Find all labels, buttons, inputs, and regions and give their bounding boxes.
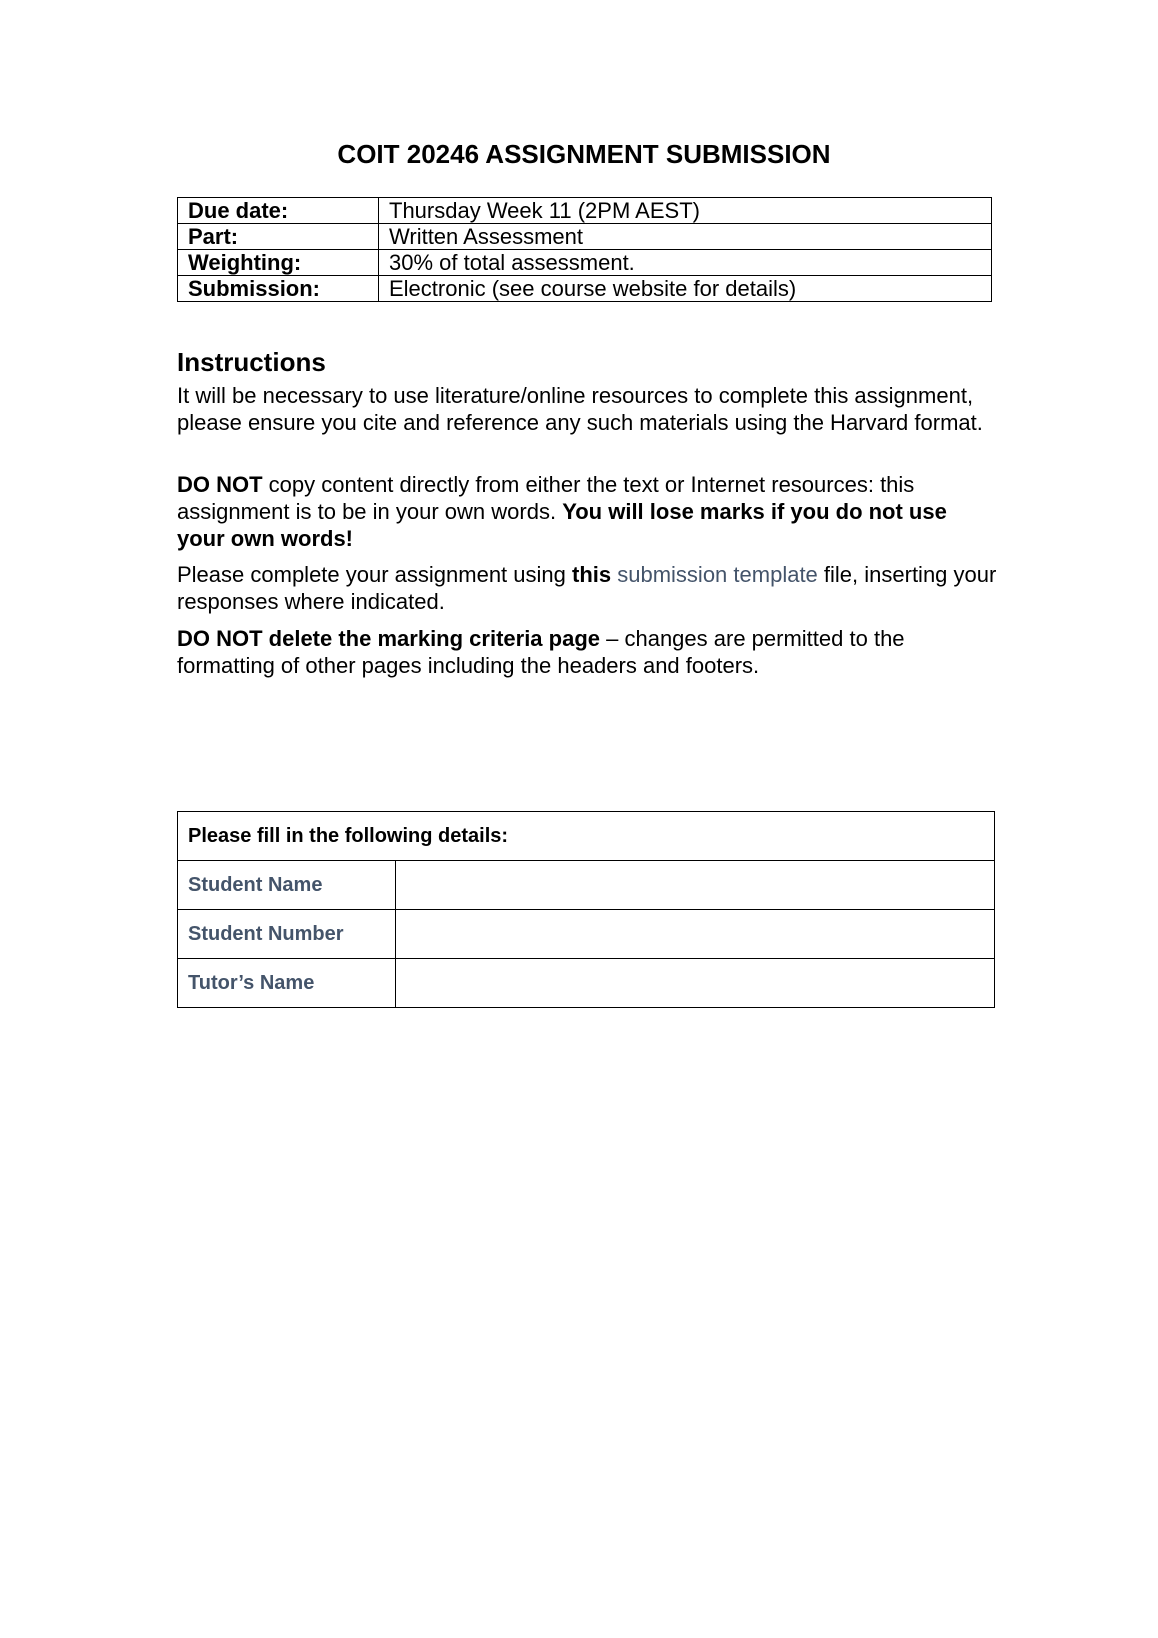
instructions-paragraph-marking-criteria <box>177 625 997 679</box>
paragraph-text: copy content directly from either the text or Internet resources: this assignment is to be in your own words. <box>177 472 915 524</box>
tutor-name-label: Tutor’s Name <box>178 959 396 1008</box>
info-row-part <box>178 224 992 250</box>
student-number-label: Student Number <box>178 910 396 959</box>
emphasis-lose-marks: You will lose marks if you do not use your own words! <box>177 499 947 551</box>
details-row-tutor-name <box>178 959 995 1008</box>
instructions-paragraph-citation: It will be necessary to use literature/online resources to complete this assignment, please ensure you cite and reference any such materials using the Harvard format. <box>177 383 983 435</box>
info-row-weighting <box>178 250 992 276</box>
info-value: Thursday Week 11 (2PM AEST) <box>379 198 992 224</box>
details-header-row <box>178 812 995 861</box>
details-header: Please fill in the following details: <box>178 812 995 861</box>
instructions-paragraph-template <box>177 561 997 615</box>
emphasis-do-not: DO NOT <box>177 472 263 497</box>
student-details-table <box>177 811 995 1008</box>
student-name-field[interactable] <box>396 861 995 910</box>
instructions-heading: Instructions <box>177 347 326 377</box>
info-value: Electronic (see course website for details) <box>379 276 992 302</box>
details-row-student-number <box>178 910 995 959</box>
info-value: Written Assessment <box>379 224 992 250</box>
info-row-due-date <box>178 198 992 224</box>
paragraph-text: – changes are permitted to the formatting of other pages including the headers and footers. <box>177 626 905 678</box>
assignment-info-table <box>177 197 992 302</box>
student-number-field[interactable] <box>396 910 995 959</box>
student-name-label: Student Name <box>178 861 396 910</box>
submission-template-link[interactable]: submission template <box>617 562 818 587</box>
info-value: 30% of total assessment. <box>379 250 992 276</box>
instructions-paragraph-own-words <box>177 471 997 552</box>
emphasis-this: this <box>572 562 612 587</box>
details-row-student-name <box>178 861 995 910</box>
info-label: Submission: <box>178 276 379 302</box>
paragraph-text: file, inserting your responses where indicated. <box>177 562 997 614</box>
info-label: Part: <box>178 224 379 250</box>
info-label: Weighting: <box>178 250 379 276</box>
info-label: Due date: <box>178 198 379 224</box>
emphasis-do-not-delete: DO NOT delete the marking criteria page <box>177 626 601 651</box>
document-title: COIT 20246 ASSIGNMENT SUBMISSION <box>337 139 831 169</box>
tutor-name-field[interactable] <box>396 959 995 1008</box>
info-row-submission <box>178 276 992 302</box>
paragraph-text: Please complete your assignment using <box>177 562 572 587</box>
